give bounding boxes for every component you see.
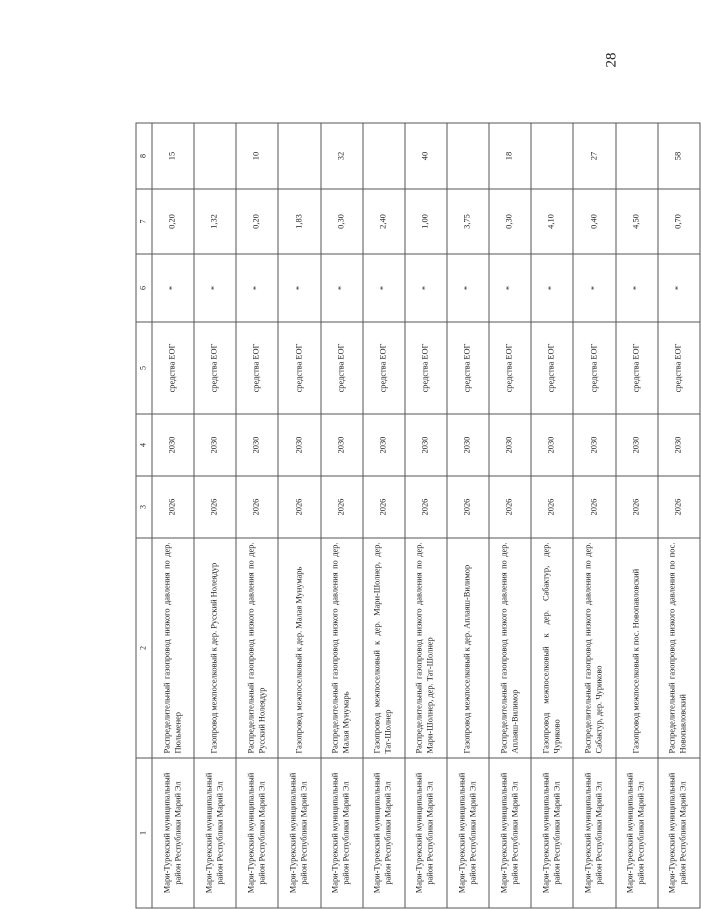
object-cell: Распределительный газопровод низкого давления по пос. Новопавловский [658,538,700,758]
object-cell: Газопровод межпоселковый к пос. Новопавловский [616,538,658,758]
funding-source-cell: средства ЕОГ [658,322,700,414]
marker-cell: * [405,254,447,322]
start-year-cell: 2026 [658,476,700,538]
end-year-cell: 2030 [405,414,447,476]
count-cell: 32 [321,123,363,189]
end-year-cell: 2030 [447,414,489,476]
count-cell: 27 [573,123,615,189]
table-row [278,123,320,908]
end-year-cell: 2030 [278,414,320,476]
object-cell: Газопровод межпоселковый к дер. Сабактур, дер. Чуриково [531,538,573,758]
funding-source-cell: средства ЕОГ [278,322,320,414]
length-cell: 0,20 [152,189,194,254]
table-row [405,123,447,908]
funding-source-cell: средства ЕОГ [405,322,447,414]
object-cell: Газопровод межпоселковый к дер. Аплаяш-Вилимор [447,538,489,758]
count-cell [363,123,405,189]
funding-source-cell: средства ЕОГ [616,322,658,414]
funding-source-cell: средства ЕОГ [531,322,573,414]
table-row [447,123,489,908]
marker-cell: * [573,254,615,322]
table-header-row [136,123,152,908]
length-cell: 3,75 [447,189,489,254]
length-cell: 2,40 [363,189,405,254]
district-cell: Мари-Турекский муниципальный район Республики Марий Эл [236,758,278,908]
count-cell [194,123,236,189]
object-cell: Распределительный газопровод низкого давления по дер. Аплаяш-Вилимор [489,538,531,758]
gas-pipeline-table [136,123,701,909]
funding-source-cell: средства ЕОГ [321,322,363,414]
marker-cell: * [194,254,236,322]
table-row [194,123,236,908]
object-cell: Распределительный газопровод низкого давления по дер. Сабактур, дер. Чуриково [573,538,615,758]
column-header: 7 [136,189,152,254]
count-cell: 40 [405,123,447,189]
marker-cell: * [363,254,405,322]
end-year-cell: 2030 [573,414,615,476]
start-year-cell: 2026 [616,476,658,538]
table-row [321,123,363,908]
district-cell: Мари-Турекский муниципальный район Республики Марий Эл [363,758,405,908]
district-cell: Мари-Турекский муниципальный район Республики Марий Эл [531,758,573,908]
rotated-table-container [136,124,701,909]
column-header: 4 [136,414,152,476]
start-year-cell: 2026 [321,476,363,538]
column-header: 6 [136,254,152,322]
count-cell [447,123,489,189]
district-cell: Мари-Турекский муниципальный район Республики Марий Эл [573,758,615,908]
end-year-cell: 2030 [152,414,194,476]
object-cell: Газопровод межпоселковый к дер. Малая Мунумарь [278,538,320,758]
count-cell: 58 [658,123,700,189]
end-year-cell: 2030 [658,414,700,476]
district-cell: Мари-Турекский муниципальный район Республики Марий Эл [405,758,447,908]
object-cell: Распределительный газопровод низкого давления по дер. Русский Нолеядур [236,538,278,758]
district-cell: Мари-Турекский муниципальный район Республики Марий Эл [616,758,658,908]
count-cell [531,123,573,189]
marker-cell: * [152,254,194,322]
table-row [363,123,405,908]
district-cell: Мари-Турекский муниципальный район Республики Марий Эл [321,758,363,908]
length-cell: 4,50 [616,189,658,254]
district-cell: Мари-Турекский муниципальный район Республики Марий Эл [152,758,194,908]
end-year-cell: 2030 [616,414,658,476]
start-year-cell: 2026 [447,476,489,538]
start-year-cell: 2026 [531,476,573,538]
object-cell: Распределительный газопровод низкого давления по дер. Малая Мунумарь [321,538,363,758]
table-row [531,123,573,908]
marker-cell: * [531,254,573,322]
marker-cell: * [236,254,278,322]
object-cell: Распределительный газопровод низкого давления по дер. Пюльменер [152,538,194,758]
column-header: 1 [136,758,152,908]
funding-source-cell: средства ЕОГ [489,322,531,414]
start-year-cell: 2026 [573,476,615,538]
start-year-cell: 2026 [194,476,236,538]
district-cell: Мари-Турекский муниципальный район Республики Марий Эл [489,758,531,908]
end-year-cell: 2030 [531,414,573,476]
district-cell: Мари-Турекский муниципальный район Республики Марий Эл [194,758,236,908]
column-header: 8 [136,123,152,189]
marker-cell: * [616,254,658,322]
table-row [236,123,278,908]
end-year-cell: 2030 [236,414,278,476]
end-year-cell: 2030 [321,414,363,476]
object-cell: Газопровод межпоселковый к дер. Русский Нолеядур [194,538,236,758]
end-year-cell: 2030 [489,414,531,476]
start-year-cell: 2026 [278,476,320,538]
marker-cell: * [321,254,363,322]
start-year-cell: 2026 [152,476,194,538]
length-cell: 1,00 [405,189,447,254]
length-cell: 0,30 [489,189,531,254]
table-row [658,123,700,908]
column-header: 3 [136,476,152,538]
length-cell: 1,32 [194,189,236,254]
length-cell: 0,40 [573,189,615,254]
table-row [616,123,658,908]
funding-source-cell: средства ЕОГ [363,322,405,414]
column-header: 2 [136,538,152,758]
marker-cell: * [658,254,700,322]
table-row [573,123,615,908]
marker-cell: * [278,254,320,322]
marker-cell: * [447,254,489,322]
length-cell: 4,10 [531,189,573,254]
count-cell [616,123,658,189]
count-cell: 18 [489,123,531,189]
length-cell: 1,83 [278,189,320,254]
column-header: 5 [136,322,152,414]
length-cell: 0,30 [321,189,363,254]
object-cell: Распределительный газопровод низкого давления по дер. Мари-Шолнер, дер. Тат-Шолнер [405,538,447,758]
count-cell [278,123,320,189]
funding-source-cell: средства ЕОГ [236,322,278,414]
length-cell: 0,70 [658,189,700,254]
count-cell: 15 [152,123,194,189]
funding-source-cell: средства ЕОГ [152,322,194,414]
district-cell: Мари-Турекский муниципальный район Республики Марий Эл [278,758,320,908]
count-cell: 10 [236,123,278,189]
funding-source-cell: средства ЕОГ [194,322,236,414]
start-year-cell: 2026 [363,476,405,538]
object-cell: Газопровод межпоселковый к дер. Мари-Шолнер, дер. Тат-Шолнер [363,538,405,758]
length-cell: 0,20 [236,189,278,254]
funding-source-cell: средства ЕОГ [447,322,489,414]
start-year-cell: 2026 [489,476,531,538]
start-year-cell: 2026 [236,476,278,538]
page-number: 28 [603,52,620,68]
table-row [489,123,531,908]
end-year-cell: 2030 [194,414,236,476]
funding-source-cell: средства ЕОГ [573,322,615,414]
marker-cell: * [489,254,531,322]
start-year-cell: 2026 [405,476,447,538]
table-row [152,123,194,908]
district-cell: Мари-Турекский муниципальный район Республики Марий Эл [658,758,700,908]
district-cell: Мари-Турекский муниципальный район Республики Марий Эл [447,758,489,908]
end-year-cell: 2030 [363,414,405,476]
